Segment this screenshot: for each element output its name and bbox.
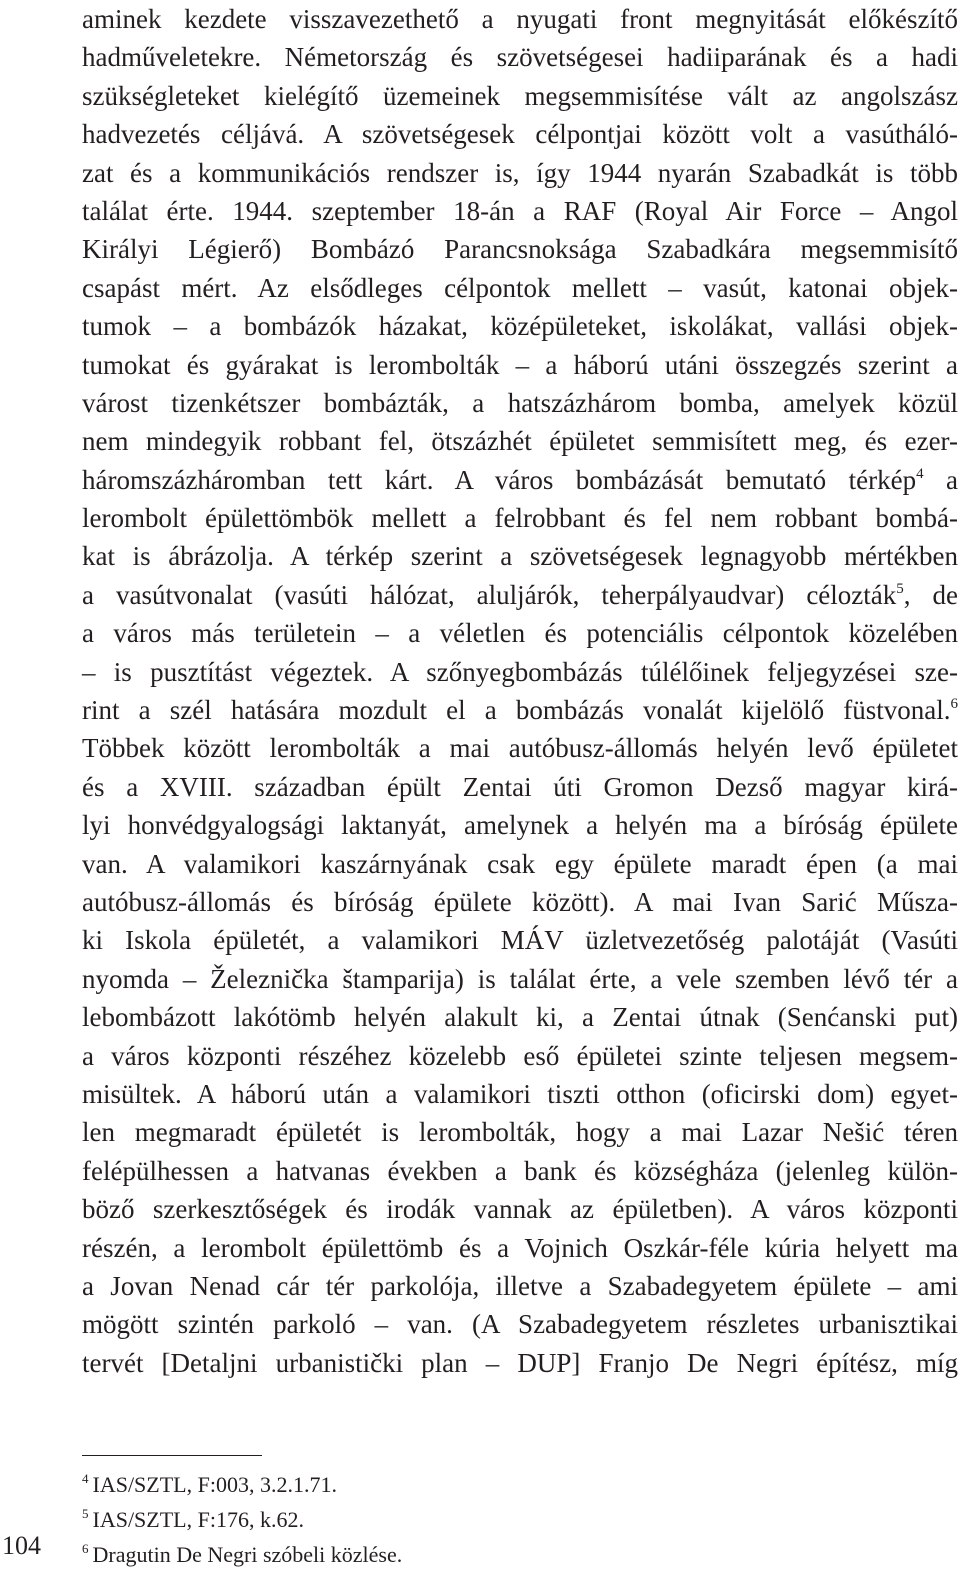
text-line: a város más területein – a véletlen és potenciális célpontok közelében (82, 618, 958, 649)
text-line: aminek kezdete visszavezethető a nyugati front megnyitását előkészítő (82, 4, 958, 34)
text-line: a Jovan Nenad cár tér parkolója, illetve a Szabadegyetem épülete – ami (82, 1270, 958, 1301)
text-line: lyi honvédgyalogsági laktanyát, amelynek a helyén ma a bíróság épülete (82, 810, 958, 841)
text-fragment: a vasútvonalat (vasúti hálózat, aluljárók, teherpályaudvar) célozták (82, 579, 897, 610)
footnotes (82, 1467, 682, 1572)
text-line: és a XVIII. században épült Zentai úti Gromon Dezső magyar kirá- (82, 771, 958, 802)
text-line: len megmaradt épületét is lerombolták, hogy a mai Lazar Nešić téren (82, 1117, 958, 1148)
text-line: találat érte. 1944. szeptember 18-án a RAF (Royal Air Force – Angol (82, 195, 958, 226)
text-line: várost tizenkétszer bombázták, a hatszázhárom bomba, amelyek közül (82, 387, 958, 418)
text-line: Királyi Légierő) Bombázó Parancsnoksága Szabadkára megsemmisítő (82, 234, 958, 265)
text-line: zat és a kommunikációs rendszer is, így 1944 nyarán Szabadkát is több (82, 157, 958, 188)
footnote-4 (82, 1467, 682, 1502)
text-line: mögött szintén parkoló – van. (A Szabadegyetem részletes urbanisztikai (82, 1309, 958, 1340)
text-line: lerombolt épülettömbök mellett a felrobbant és fel nem robbant bombá- (82, 503, 958, 534)
footnote-number: 5 (82, 1506, 89, 1521)
text-line: ki Iskola épületét, a valamikori MÁV üzletvezetőség palotáját (Vasúti (82, 925, 958, 956)
text-line: van. A valamikori kaszárnyának csak egy épülete maradt épen (a mai (82, 848, 958, 879)
footnote-text: IAS/SZTL, F:176, k.62. (92, 1507, 304, 1532)
text-line: kat is ábrázolja. A térkép szerint a szövetségesek legnagyobb mértékben (82, 541, 958, 572)
text-fragment: a (923, 464, 959, 495)
text-line: felépülhessen a hatvanas években a bank és községháza (jelenleg külön- (82, 1155, 958, 1186)
text-line: tumok – a bombázók házakat, középületeket, iskolákat, vallási objek- (82, 311, 958, 342)
text-line: szükségleteket kielégítő üzemeinek megsemmisítése vált az angolszász (82, 80, 958, 111)
text-line: tumokat és gyárakat is lerombolták – a háború utáni összegzés szerint a (82, 349, 958, 380)
text-line: Többek között lerombolták a mai autóbusz-állomás helyén levő épületet (82, 733, 958, 764)
footnote-6 (82, 1537, 682, 1572)
text-line: hadvezetés céljává. A szövetségesek célpontjai között volt a vasútháló- (82, 119, 958, 150)
main-paragraph (82, 0, 960, 1382)
footnote-ref-5[interactable]: 5 (896, 580, 904, 597)
text-line-with-footnote-ref (82, 461, 958, 499)
text-line: a város központi részéhez közelebb eső épületei szinte teljesen megsem- (82, 1040, 958, 1071)
footnote-ref-4[interactable]: 4 (916, 465, 924, 482)
footnote-separator (82, 1455, 262, 1456)
text-line-with-footnote-ref (82, 576, 958, 614)
text-line: csapást mért. Az elsődleges célpontok mellett – vasút, katonai objek- (82, 272, 958, 303)
footnote-5 (82, 1502, 682, 1537)
text-line-with-footnote-ref (82, 691, 958, 729)
text-line: nyomda – Železnička štamparija) is találat érte, a vele szemben lévő tér a (82, 963, 958, 994)
text-line: nem mindegyik robbant fel, ötszázhét épületet semmisített meg, és ezer- (82, 426, 958, 457)
text-line: hadműveletekre. Németország és szövetségesei hadiiparának és a hadi (82, 42, 958, 73)
text-fragment: , de (903, 579, 959, 610)
footnote-number: 4 (82, 1471, 89, 1486)
footnote-text: IAS/SZTL, F:003, 3.2.1.71. (92, 1472, 337, 1497)
text-line: misültek. A háború után a valamikori tiszti otthon (oficirski dom) egyet- (82, 1078, 958, 1109)
text-line: böző szerkesztőségek és irodák vannak az épületben). A város központi (82, 1194, 958, 1225)
text-line: részén, a lerombolt épülettömb és a Vojnich Oszkár-féle kúria helyett ma (82, 1232, 958, 1263)
text-line: autóbusz-állomás és bíróság épülete között). A mai Ivan Sarić Műsza- (82, 886, 958, 917)
text-fragment: rint a szél hatására mozdult el a bombázás vonalát kijelölő füstvonal. (82, 695, 951, 726)
footnote-ref-6[interactable]: 6 (950, 696, 958, 713)
text-fragment: háromszázháromban tett kárt. A város bombázását bemutató térkép (82, 464, 917, 495)
page-number: 104 (2, 1531, 41, 1560)
text-line: lebombázott lakótömb helyén alakult ki, a Zentai útnak (Senćanski put) (82, 1002, 958, 1033)
footnote-number: 6 (82, 1541, 89, 1556)
footnote-text: Dragutin De Negri szóbeli közlése. (92, 1542, 403, 1567)
text-line: tervét [Detaljni urbanistički plan – DUP] Franjo De Negri építész, míg (82, 1347, 958, 1378)
text-line: – is pusztítást végeztek. A szőnyegbombázás túlélőinek feljegyzései sze- (82, 656, 958, 687)
